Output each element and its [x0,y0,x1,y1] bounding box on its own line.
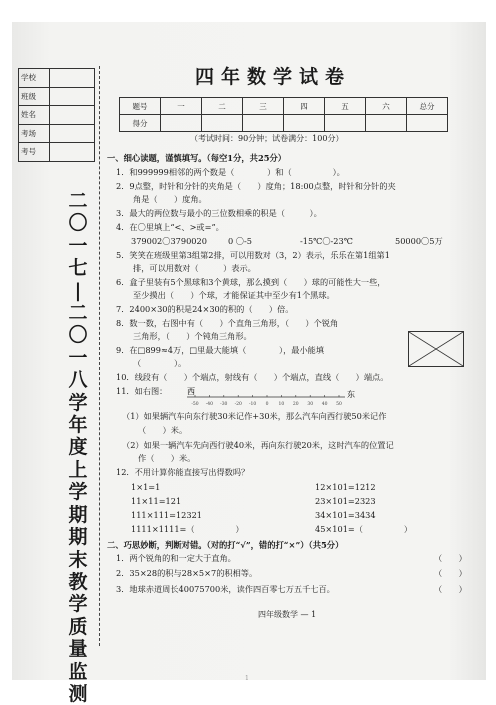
score-header-cell: 六 [366,98,407,115]
question-5: 5．笑笑在班级里第3组第2排，可以用数对（3，2）表示，乐乐在第1组第1 [116,250,390,260]
score-header-cell: 三 [243,98,284,115]
info-label: 考场 [19,124,50,143]
vertical-title-char: 测 [68,682,88,705]
vertical-title-char: 学 [68,593,88,616]
rectangle-diagonals [409,332,463,366]
info-field[interactable] [50,87,95,106]
q12-left-3: 111×111=12321 [131,510,203,520]
judge-1-answer[interactable]: （ ） [434,553,467,563]
exam-info: （考试时间：90分钟；试卷满分：100分） [190,134,344,143]
info-label: 班级 [19,87,50,106]
vertical-title-char: 〇 [68,324,88,347]
page-footer: 四年级数学 — 1 [258,610,317,619]
score-cell[interactable] [243,115,284,132]
vertical-title-char: 八 [68,369,88,392]
vertical-title-char: 上 [68,458,88,481]
score-header-cell: 一 [161,98,202,115]
judge-2: 2．35×28的积与28×5×7的积相等。 [116,568,258,578]
section-2-heading: 二、巧思妙断，判断对错。（对的打“√”，错的打“×”）（共5分） [107,540,344,550]
vertical-title-char: 一 [68,346,88,369]
triangle-figure [408,331,464,367]
q12-left-1: 1×1=1 [131,482,161,492]
question-3: 3．最大的两位数与最小的三位数相乘的积是（ ）。 [116,208,322,218]
q12-right-3: 34×101=3434 [315,510,376,520]
question-2-cont: 角是（ ）度角。 [133,194,207,204]
binding-line [99,66,100,646]
tick-label: 40 [321,402,328,407]
vertical-title-char: 期 [68,526,88,549]
q12-right-1: 12×101=1212 [315,482,376,492]
tick-label: 20 [292,402,299,407]
judge-3: 3．地球赤道周长40075700米，读作四百零七万五千七百。 [116,584,335,594]
judge-2-answer[interactable]: （ ） [434,568,467,578]
score-header-cell: 四 [284,98,325,115]
vertical-title-char: 二 [68,302,88,325]
q12-right-2: 23×101=2323 [315,496,376,506]
tick-label: -40 [205,402,214,407]
score-table [119,97,448,132]
west-label: 西 [187,387,195,396]
vertical-title-char: 学 [68,481,88,504]
question-10: 10．线段有（ ）个端点，射线有（ ）个端点，直线（ ）端点。 [116,372,389,382]
vertical-title-char: 期 [68,503,88,526]
question-12: 12．不用计算你能直接写出得数吗？ [116,467,250,477]
score-cell[interactable] [366,115,407,132]
question-9: 9．在□899≈4万，□里最大能填（ ），最小能填 [116,345,325,355]
page-number: 1 [245,675,249,682]
section-1-heading: 一、细心读题，谨慎填写。（每空1分，共25分） [107,153,287,163]
info-field[interactable] [50,106,95,125]
vertical-title-char: 学 [68,391,88,414]
question-11: 11．如右图： [116,386,168,396]
vertical-title-char: 教 [68,570,88,593]
info-field[interactable] [50,69,95,88]
vertical-title [68,190,88,705]
tick-label: -20 [234,402,242,407]
tick-label: -50 [191,402,199,407]
student-info-table [18,68,95,162]
question-1: 1．和999999相邻的两个数是（ ）和（ ）。 [116,167,345,177]
score-cell[interactable] [407,115,448,132]
q12-left-4: 1111×1111=（ ） [131,524,244,534]
vertical-title-char: | [74,279,82,302]
score-header-cell: 二 [202,98,243,115]
paper-title: 四年数学试卷 [195,66,352,88]
vertical-title-char: 量 [68,638,88,661]
score-cell[interactable] [202,115,243,132]
tick-label: 50 [336,402,342,407]
vertical-title-char: 〇 [68,212,88,235]
judge-1: 1．两个锐角的和一定大于直角。 [116,553,236,563]
question-4-item: 379002〇3790020 [131,236,207,246]
vertical-title-char: 年 [68,414,88,437]
question-6: 6．盒子里装有5个黑球和3个黄球，那么摸到（ ）球的可能性大一些， [116,277,386,287]
vertical-title-char: 末 [68,548,88,571]
score-header-cell: 总分 [407,98,448,115]
tick-label: -10 [248,402,257,407]
number-line [157,386,357,410]
question-4: 4．在〇里填上“<、>或=”。 [116,222,224,232]
vertical-title-char: 度 [68,436,88,459]
vertical-title-char: 质 [68,615,88,638]
question-11-1: （1）如果辆汽车向东行驶30米记作+30米，那么汽车向西行驶50米记作 [122,411,387,421]
question-4-item: 50000〇5万 [395,236,443,246]
info-label: 姓名 [19,106,50,125]
question-4-item: -15℃〇-23℃ [300,236,353,246]
info-field[interactable] [50,124,95,143]
vertical-title-char: 监 [68,660,88,683]
info-label: 学校 [19,69,50,88]
vertical-title-char: 一 [68,234,88,257]
info-label: 考号 [19,143,50,162]
question-11-2-cont: 作（ ）米。 [138,453,196,463]
question-4-item: 0 〇-5 [228,236,252,246]
vertical-title-char: 二 [68,190,88,212]
score-header-cell: 题号 [120,98,161,115]
score-cell[interactable] [325,115,366,132]
judge-3-answer[interactable]: （ ） [434,584,467,594]
tick-label: 10 [278,402,285,407]
east-label: 东 [347,390,355,399]
info-field[interactable] [50,143,95,162]
score-row-label: 得分 [120,115,161,132]
question-2: 2．9点整，时针和分针的夹角是（ ）度角；18:00点整，时针和分针的夹 [116,181,396,191]
q12-right-4: 45×101=（ ） [315,524,413,534]
q12-left-2: 11×11=121 [131,496,182,506]
question-11-1-cont: （ ）米。 [138,425,188,435]
question-11-2: （2）如果一辆汽车先向西行驶40米，再向东行驶20米，这时汽车的位置记 [122,440,394,450]
score-cell[interactable] [161,115,202,132]
vertical-title-char: 七 [68,257,88,280]
question-9-cont: （ ）。 [133,358,187,368]
tick-label: 30 [307,402,314,407]
question-5-cont: 排，可以用数对（ ）表示。 [133,263,256,273]
question-7: 7．2400×30的积是24×30的积的（ ）倍。 [116,304,294,314]
tick-label: -30 [220,402,228,407]
score-cell[interactable] [284,115,325,132]
question-8: 8．数一数，右图中有（ ）个直角三角形，（ ）个锐角 [116,318,339,328]
question-6-cont: 至少摸出（ ）个球，才能保证其中至少有1个黑球。 [133,290,335,300]
score-header-cell: 五 [325,98,366,115]
question-8-cont: 三角形，（ ）个钝角三角形。 [133,331,252,341]
tick-label: 0 [265,402,269,407]
